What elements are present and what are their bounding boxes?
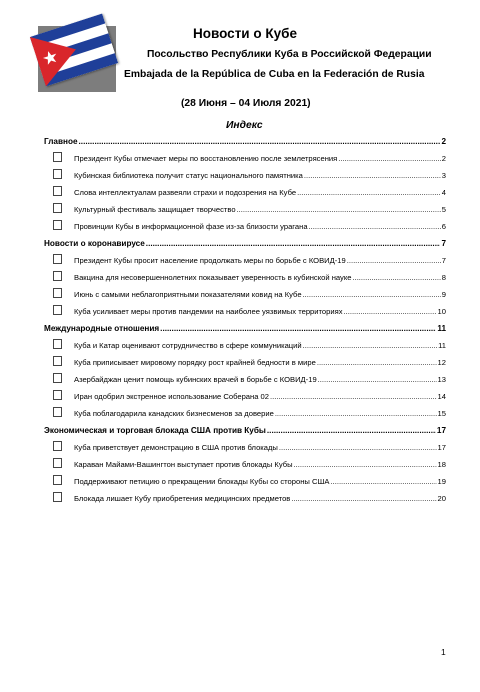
toc-item-row[interactable]: [44, 456, 446, 473]
toc-entry-title: Слова интеллектуалам развеяли страхи и подозрения на Кубе: [74, 188, 297, 197]
toc-entry-title: Азербайджан ценит помощь кубинских врачей в борьбе с КОВИД-19: [74, 375, 317, 384]
toc-item-row[interactable]: [44, 439, 446, 456]
toc-entry-title: Кубинская библиотека получит статус национального памятника: [74, 171, 303, 180]
page-title: Новости о Кубе: [193, 26, 297, 41]
dot-leader: [237, 201, 441, 218]
toc-page-number: 15: [437, 409, 446, 418]
toc-item-row[interactable]: [44, 201, 446, 218]
dot-leader: [338, 150, 441, 167]
embassy-name-ru: Посольство Республики Куба в Российской Федерации: [147, 49, 432, 60]
toc-item-row[interactable]: [44, 337, 446, 354]
toc-entry-title: Иран одобрил экстренное использование Соберана 02: [74, 392, 269, 401]
toc-page-number: 17: [436, 426, 446, 435]
toc-section-row[interactable]: [44, 422, 446, 439]
toc-item-row[interactable]: [44, 218, 446, 235]
toc-item-row[interactable]: [44, 303, 446, 320]
toc-item-row[interactable]: [44, 354, 446, 371]
dot-leader: [79, 133, 441, 150]
bullet-box-icon: [53, 271, 62, 281]
toc-page-number: 12: [437, 358, 446, 367]
bullet-box-icon: [53, 373, 62, 383]
dot-leader: [352, 269, 440, 286]
toc-entry-title: Президент Кубы отмечает меры по восстановлению после землетрясения: [74, 154, 338, 163]
dot-leader: [291, 490, 436, 507]
toc-entry-title: Караван Майами-Вашингтон выступает против блокады Кубы: [74, 460, 293, 469]
toc-page-number: 10: [437, 307, 446, 316]
bullet-box-icon: [53, 203, 62, 213]
toc-page-number: 9: [441, 290, 446, 299]
toc-page-number: 7: [441, 256, 446, 265]
toc-entry-title: Куба приветствует демонстрацию в США против блокады: [74, 443, 278, 452]
toc-page-number: 4: [441, 188, 446, 197]
toc-entry-title: Международные отношения: [44, 324, 160, 333]
dot-leader: [318, 371, 437, 388]
toc-page-number: 2: [441, 154, 446, 163]
toc-item-row[interactable]: [44, 150, 446, 167]
toc-page-number: 19: [437, 477, 446, 486]
page-number: 1: [441, 647, 446, 657]
toc-page-number: 2: [441, 137, 446, 146]
toc-entry-title: Новости о коронавирусе: [44, 239, 145, 248]
toc-item-row[interactable]: [44, 490, 446, 507]
toc-page-number: 8: [441, 273, 446, 282]
bullet-box-icon: [53, 492, 62, 502]
table-of-contents: [44, 133, 446, 507]
dot-leader: [347, 252, 441, 269]
toc-entry-title: Вакцина для несовершеннолетних показывает уверенность в кубинской науке: [74, 273, 352, 282]
dot-leader: [303, 337, 437, 354]
toc-entry-title: Главное: [44, 137, 78, 146]
embassy-name-es: Embajada de la República de Cuba en la Federación de Rusia: [124, 69, 425, 80]
bullet-box-icon: [53, 458, 62, 468]
toc-section-row[interactable]: [44, 320, 446, 337]
toc-entry-title: Куба приписывает мировому порядку рост крайней бедности в мире: [74, 358, 316, 367]
dot-leader: [275, 405, 437, 422]
bullet-box-icon: [53, 254, 62, 264]
toc-entry-title: Куба усиливает меры против пандемии на наиболее уязвимых территориях: [74, 307, 343, 316]
toc-page-number: 18: [437, 460, 446, 469]
toc-page-number: 11: [438, 341, 446, 350]
toc-page-number: 11: [437, 324, 446, 333]
bullet-box-icon: [53, 220, 62, 230]
dot-leader: [331, 473, 437, 490]
dot-leader: [279, 439, 437, 456]
bullet-box-icon: [53, 169, 62, 179]
bullet-box-icon: [53, 339, 62, 349]
toc-section-row[interactable]: [44, 133, 446, 150]
date-range: (28 Июня – 04 Июля 2021): [181, 98, 311, 109]
toc-entry-title: Провинции Кубы в информационной фазе из-за близости урагана: [74, 222, 308, 231]
dot-leader: [270, 388, 437, 405]
bullet-box-icon: [53, 390, 62, 400]
bullet-box-icon: [53, 288, 62, 298]
toc-entry-title: Культурный фестиваль защищает творчество: [74, 205, 236, 214]
dot-leader: [303, 286, 441, 303]
dot-leader: [344, 303, 437, 320]
bullet-box-icon: [53, 152, 62, 162]
toc-page-number: 3: [441, 171, 446, 180]
toc-item-row[interactable]: [44, 184, 446, 201]
toc-item-row[interactable]: [44, 252, 446, 269]
bullet-box-icon: [53, 407, 62, 417]
bullet-box-icon: [53, 356, 62, 366]
toc-entry-title: Экономическая и торговая блокада США против Кубы: [44, 426, 266, 435]
dot-leader: [304, 167, 441, 184]
bullet-box-icon: [53, 305, 62, 315]
bullet-box-icon: [53, 186, 62, 196]
toc-item-row[interactable]: [44, 405, 446, 422]
dot-leader: [146, 235, 441, 252]
toc-page-number: 14: [437, 392, 446, 401]
dot-leader: [160, 320, 436, 337]
toc-entry-title: Июнь с самыми неблагоприятными показателями ковид на Кубе: [74, 290, 302, 299]
toc-item-row[interactable]: [44, 286, 446, 303]
toc-item-row[interactable]: [44, 269, 446, 286]
dot-leader: [309, 218, 441, 235]
toc-page-number: 7: [441, 239, 446, 248]
toc-page-number: 5: [441, 205, 446, 214]
bullet-box-icon: [53, 475, 62, 485]
toc-page-number: 6: [441, 222, 446, 231]
toc-section-row[interactable]: [44, 235, 446, 252]
index-heading: Индекс: [226, 120, 263, 131]
toc-page-number: 13: [437, 375, 446, 384]
toc-entry-title: Куба поблагодарила канадских бизнесменов за доверие: [74, 409, 274, 418]
dot-leader: [294, 456, 437, 473]
toc-page-number: 17: [437, 443, 446, 452]
bullet-box-icon: [53, 441, 62, 451]
toc-entry-title: Блокада лишает Кубу приобретения медицинских предметов: [74, 494, 291, 503]
toc-item-row[interactable]: [44, 388, 446, 405]
dot-leader: [267, 422, 436, 439]
dot-leader: [317, 354, 437, 371]
toc-entry-title: Куба и Катар оценивают сотрудничество в сфере коммуникаций: [74, 341, 302, 350]
toc-item-row[interactable]: [44, 371, 446, 388]
toc-entry-title: Поддерживают петицию о прекращении блокады Кубы со стороны США: [74, 477, 330, 486]
toc-item-row[interactable]: [44, 473, 446, 490]
toc-item-row[interactable]: [44, 167, 446, 184]
toc-page-number: 20: [437, 494, 446, 503]
cuban-flag-logo: [30, 18, 120, 94]
toc-entry-title: Президент Кубы просит население продолжать меры по борьбе с КОВИД-19: [74, 256, 346, 265]
dot-leader: [297, 184, 441, 201]
